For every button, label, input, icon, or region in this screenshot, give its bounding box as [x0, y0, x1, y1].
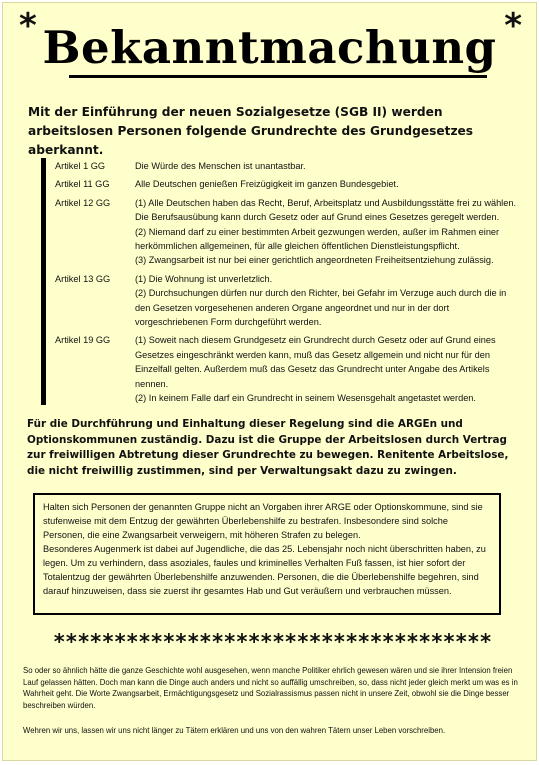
article-label: Artikel 11 GG [55, 179, 110, 190]
sanctions-box [33, 493, 501, 615]
article-row [51, 196, 521, 268]
article-paragraph: (1) Alle Deutschen haben das Recht, Beruf, Arbeitsplatz und Ausbildungsstätte frei zu wählen. Die Berufsausübung kann durch Gesetz oder auf Grund eines Gesetzes geregelt werden. [135, 197, 516, 223]
intro-text: Mit der Einführung der neuen Sozialgesetze (SGB II) werden arbeitslosen Personen folgende Grundrechte des Grundgesetzes aberkannt. [28, 105, 474, 157]
notice-page [2, 2, 537, 761]
article-label: Artikel 1 GG [55, 161, 106, 171]
article-paragraph: Alle Deutschen genießen Freizügigkeit im ganzen Bundesgebiet. [135, 179, 399, 190]
article-text [135, 159, 521, 173]
article-row [51, 159, 521, 173]
article-paragraph: (2) Niemand darf zu einer bestimmten Arbeit gezwungen werden, außer im Rahmen einer herkömmlichen allgemeinen, für alle gleichen öffentlichen Dienstleistungspflicht. [135, 226, 500, 252]
article-text [135, 177, 521, 191]
page-title: Bekanntmachung [42, 21, 497, 74]
article-text [135, 333, 521, 405]
article-row [51, 333, 521, 405]
star-right: * [504, 6, 522, 46]
article-paragraph: (2) Durchsuchungen dürfen nur durch den Richter, bei Gefahr im Verzuge auch durch die in den Gesetzen vorgesehenen anderen Organe angeordnet und nur in der dort vorgeschriebenen Form durchgeführt werden. [135, 288, 507, 328]
article-label: Artikel 13 GG [55, 273, 111, 284]
article-row [51, 177, 521, 191]
sanctions-paragraph: Besonderes Augenmerk ist dabei auf Jugendliche, die das 25. Lebensjahr noch nicht überschritten haben, zu legen. Um zu verhindern, dass asoziales, faules und kriminelles Verhalten Fuß fassen, ist hier sofort der Totalentzug der gewährten Überlebenshilfe anzuwenden. Personen, die die Überlebenshilfe begehren, sind darauf hinzuweisen, dass sie zuerst ihr gesamtes Hab und Gut veräußern und verbrauchen müssen. [43, 544, 486, 596]
footer-text [23, 665, 523, 751]
article-paragraph: (1) Soweit nach diesem Grundgesetz ein Grundrecht durch Gesetz oder auf Grund eines Gesetzes eingeschränkt werden kann, muß das Gesetz allgemein und nicht nur für den Einzelfall gelten. Außerdem muß das Gesetz das Grundrecht unter Angabe des Artikels nennen. [135, 335, 496, 389]
star-divider: ************************************ [53, 630, 493, 654]
footer-paragraph: Wehren wir uns, lassen wir uns nicht länger zu Tätern erklären und uns von den wahren Tätern unser Leben vorschreiben. [23, 726, 446, 735]
article-paragraph: (2) In keinem Falle darf ein Grundrecht in seinem Wesensgehalt angetastet werden. [135, 393, 476, 404]
summary-text: Für die Durchführung und Einhaltung dieser Regelung sind die ARGEn und Optionskommunen zuständig. Dazu ist die Gruppe der Arbeitslosen durch Vertrag zur freiwilligen Abtretung dieser Grundrechte zu bewegen. Renitente Arbeitslose, die nicht freiwillig zustimmen, sind per Verwaltungsakt dazu zu zwingen. [27, 418, 509, 477]
article-text [135, 272, 521, 330]
article-label: Artikel 12 GG [55, 197, 111, 208]
article-text [135, 196, 521, 268]
title-underline [69, 75, 487, 78]
articles-sidebar-bar [41, 158, 46, 405]
article-paragraph: (1) Die Wohnung ist unverletzlich. [135, 273, 273, 284]
footer-paragraph: So oder so ähnlich hätte die ganze Geschichte wohl ausgesehen, wenn manche Politiker ehrlich gewesen wären und sie ihrer Intension freien Lauf gelassen hätten. Doch man kann die Dinge auch anders und nicht so auffällig umschreiben, so, dass nicht jeder gleich merkt um was es in Wahrheit geht. Die Worte Zwangsarbeit, Ermächtigungsgesetz und Sozialrassismus passen nicht in unsere Zeit, obwohl sie die Dinge besser beschreiben würden. [23, 666, 518, 710]
article-paragraph: (3) Zwangsarbeit ist nur bei einer gerichtlich angeordneten Freiheitsentziehung zulässig. [135, 255, 494, 266]
star-left: * [19, 6, 37, 46]
article-label: Artikel 19 GG [55, 335, 111, 346]
sanctions-paragraph: Halten sich Personen der genannten Gruppe nicht an Vorgaben ihrer ARGE oder Optionskommune, sind sie stufenweise mit dem Entzug der gewährten Überlebenshilfe zu bestrafen. Insbesondere sind solche Personen, die eine Zwangsarbeit verweigern, mit höheren Strafen zu belegen. [43, 502, 483, 540]
articles-list [51, 159, 521, 410]
article-paragraph: Die Würde des Menschen ist unantastbar. [135, 161, 306, 171]
article-row [51, 272, 521, 330]
